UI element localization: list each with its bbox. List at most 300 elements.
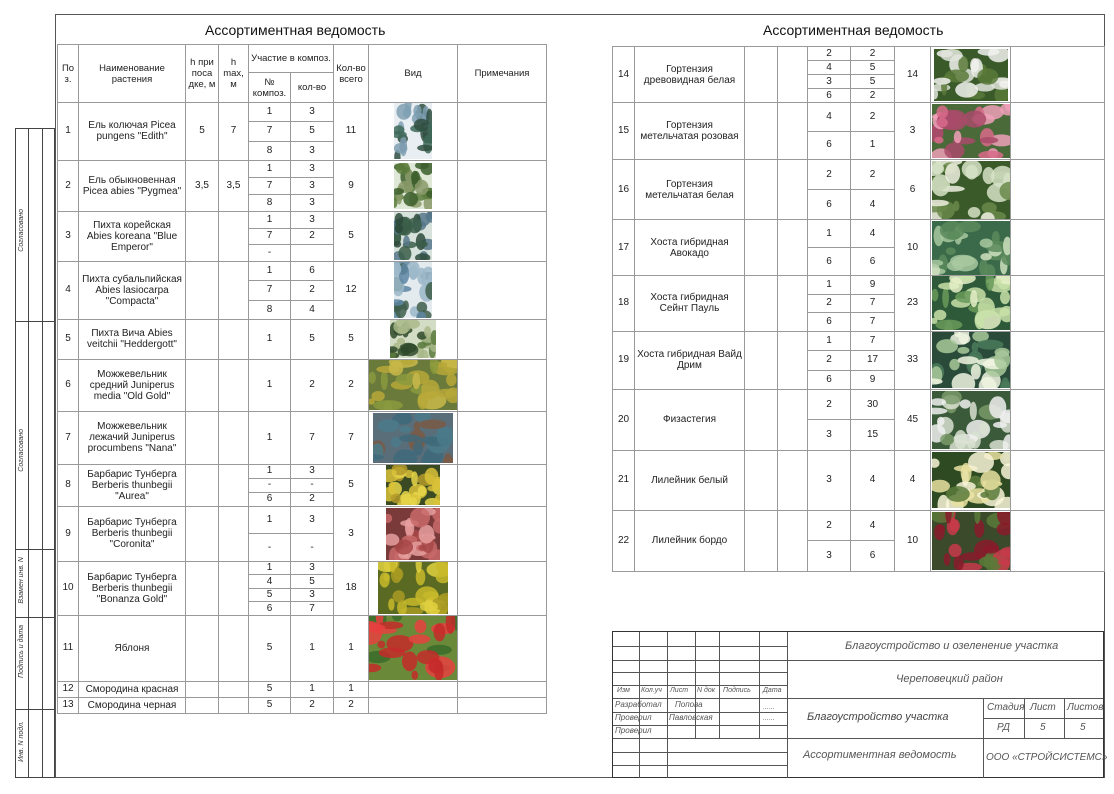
comp-quantity: 1	[291, 681, 334, 697]
comp-quantity: 7	[851, 331, 895, 350]
hosta-wide-dream-photo	[932, 332, 1010, 388]
plant-view	[369, 103, 458, 161]
plant-h-max	[219, 615, 249, 681]
plant-total: 11	[334, 103, 369, 161]
comp-number: 1	[249, 359, 291, 411]
comp-number: -	[249, 534, 291, 562]
plant-h-max	[778, 103, 808, 160]
plant-h-max	[219, 261, 249, 319]
comp-number: 5	[249, 681, 291, 697]
binding-frame	[15, 128, 55, 778]
comp-number: 7	[249, 281, 291, 300]
comp-number: 7	[249, 122, 291, 141]
plant-h-max	[219, 681, 249, 697]
plant-h-max	[219, 561, 249, 615]
white-daylily-photo	[932, 452, 1010, 508]
comp-quantity: 5	[851, 61, 895, 75]
comp-number: 5	[249, 615, 291, 681]
plant-h-plant	[186, 464, 219, 506]
comp-number: 6	[808, 370, 851, 389]
plant-h-plant	[186, 506, 219, 561]
plant-num: 17	[613, 220, 635, 276]
comp-number: 6	[808, 313, 851, 332]
assortment-table-right	[612, 46, 1105, 572]
comp-number: 1	[249, 261, 291, 280]
comp-number: 2	[808, 160, 851, 190]
comp-number: 1	[249, 103, 291, 122]
comp-number: 1	[808, 276, 851, 295]
comp-number: 6	[249, 602, 291, 616]
plant-num: 1	[58, 103, 79, 161]
white-hydrangea-photo	[934, 49, 1008, 101]
veitch-fir-photo	[390, 320, 436, 358]
header-participation: Участие в композ.	[249, 45, 334, 73]
frame-label: Взамен инв. N	[18, 557, 25, 604]
plant-num: 2	[58, 160, 79, 211]
comp-quantity: 7	[851, 313, 895, 332]
table-row	[58, 561, 547, 575]
plant-name: Гортензия метельчатая белая	[635, 160, 745, 220]
plant-h-plant	[186, 211, 219, 261]
dwarf-spruce-photo	[394, 163, 432, 209]
plant-total: 2	[334, 697, 369, 713]
comp-quantity: 4	[851, 190, 895, 220]
comp-number: 6	[249, 492, 291, 506]
plant-total: 5	[334, 464, 369, 506]
plant-notes	[1011, 276, 1105, 332]
plant-num: 15	[613, 103, 635, 160]
comp-quantity: 3	[291, 211, 334, 228]
header-notes: Примечания	[458, 45, 547, 103]
plant-total: 9	[334, 160, 369, 211]
plant-notes	[458, 359, 547, 411]
plant-view	[369, 561, 458, 615]
plant-num: 7	[58, 411, 79, 464]
plant-view	[931, 450, 1011, 510]
plant-num: 12	[58, 681, 79, 697]
stamp-stage: РД	[997, 722, 1010, 733]
stamp-col-label: N док	[697, 687, 716, 694]
plant-num: 10	[58, 561, 79, 615]
barberry-coronita-photo	[386, 508, 440, 560]
comp-quantity: 3	[291, 561, 334, 575]
comp-quantity: 3	[291, 464, 334, 478]
plant-name: Ель обыкновенная Picea abies "Pygmea"	[79, 160, 186, 211]
plant-h-plant	[745, 220, 778, 276]
juniper-old-gold-photo	[369, 360, 457, 410]
comp-quantity: 2	[851, 160, 895, 190]
plant-h-max	[778, 389, 808, 450]
comp-number: 2	[808, 47, 851, 61]
plant-notes	[458, 615, 547, 681]
header-comp-qty: кол-во	[291, 73, 334, 103]
comp-quantity: 3	[291, 588, 334, 602]
comp-quantity: 6	[851, 248, 895, 276]
table-row	[58, 261, 547, 280]
plant-total: 18	[334, 561, 369, 615]
plant-h-max	[778, 331, 808, 389]
comp-quantity: 4	[291, 300, 334, 319]
header-view: Вид	[369, 45, 458, 103]
table-row	[58, 160, 547, 177]
plant-notes	[1011, 331, 1105, 389]
plant-notes	[1011, 450, 1105, 510]
comp-number: 1	[808, 331, 851, 350]
plant-name: Лилейник бордо	[635, 510, 745, 571]
blue-spruce-photo	[394, 103, 432, 159]
frame-label: Инв. N подл.	[18, 721, 25, 762]
pink-hydrangea-photo	[932, 104, 1010, 158]
stamp-date-dots: ......	[763, 715, 775, 722]
comp-number: 3	[808, 541, 851, 572]
plant-h-plant: 5	[186, 103, 219, 161]
plant-total: 45	[895, 389, 931, 450]
plant-h-max	[219, 319, 249, 359]
comp-quantity: 4	[851, 510, 895, 541]
stamp-role: Проверил	[615, 726, 652, 735]
plant-total: 1	[334, 615, 369, 681]
plant-h-max	[219, 359, 249, 411]
frame-label: Подпись и дата	[18, 625, 25, 678]
stamp-sheets-label: Листов	[1067, 702, 1104, 713]
stamp-sheets: 5	[1080, 722, 1086, 733]
comp-number: 1	[249, 506, 291, 534]
stamp-col-label: Подпись	[723, 687, 751, 694]
comp-quantity: 4	[851, 450, 895, 510]
plant-num: 19	[613, 331, 635, 389]
table-row	[613, 510, 1105, 541]
comp-number: 6	[808, 248, 851, 276]
comp-quantity: 2	[291, 281, 334, 300]
table-row	[58, 103, 547, 122]
table-row	[613, 331, 1105, 350]
apple-tree-photo	[369, 616, 457, 680]
comp-number: 1	[249, 211, 291, 228]
comp-number: -	[249, 478, 291, 492]
plant-h-plant	[745, 450, 778, 510]
frame-label: Согласовано	[18, 429, 25, 472]
header-h-max: h max, м	[219, 45, 249, 103]
table-row	[58, 211, 547, 228]
plant-notes	[458, 506, 547, 561]
plant-num: 9	[58, 506, 79, 561]
table-row	[58, 697, 547, 713]
left-table-title: Ассортиментная ведомость	[205, 22, 386, 38]
plant-view	[369, 211, 458, 261]
plant-num: 11	[58, 615, 79, 681]
plant-name: Смородина черная	[79, 697, 186, 713]
plant-notes	[458, 160, 547, 211]
comp-quantity: 2	[291, 228, 334, 245]
right-table-title: Ассортиментная ведомость	[763, 22, 944, 38]
comp-quantity: 2	[291, 492, 334, 506]
plant-num: 16	[613, 160, 635, 220]
plant-view	[931, 47, 1011, 103]
comp-number: 8	[249, 141, 291, 160]
plant-name: Пихта Вича Abies veitchii "Heddergott"	[79, 319, 186, 359]
table-row	[58, 319, 547, 359]
comp-quantity: 5	[851, 75, 895, 89]
plant-notes	[458, 411, 547, 464]
comp-quantity: 2	[851, 47, 895, 61]
comp-number: 3	[808, 75, 851, 89]
plant-name: Физастегия	[635, 389, 745, 450]
comp-quantity: 3	[291, 103, 334, 122]
plant-h-max	[778, 276, 808, 332]
plant-total: 12	[334, 261, 369, 319]
plant-notes	[458, 319, 547, 359]
comp-number: 7	[249, 177, 291, 194]
plant-notes	[1011, 389, 1105, 450]
comp-number: 6	[808, 89, 851, 103]
stamp-sheet-label: Лист	[1030, 702, 1056, 713]
comp-quantity: 3	[291, 506, 334, 534]
plant-notes	[458, 211, 547, 261]
plant-h-max	[219, 411, 249, 464]
hosta-st-paul-photo	[932, 276, 1010, 330]
comp-number: 2	[808, 351, 851, 370]
table-row	[58, 411, 547, 464]
stamp-district: Череповецкий район	[896, 673, 1003, 685]
plant-num: 6	[58, 359, 79, 411]
plant-name: Ель колючая Picea pungens "Edith"	[79, 103, 186, 161]
comp-number: 4	[249, 575, 291, 589]
comp-quantity: 2	[291, 359, 334, 411]
comp-quantity: 2	[851, 89, 895, 103]
plant-h-plant	[745, 331, 778, 389]
stamp-project: Благоустройство и озеленение участка	[845, 640, 1059, 652]
korean-fir-photo	[394, 212, 432, 260]
comp-quantity	[291, 245, 334, 262]
plant-h-plant	[186, 411, 219, 464]
stamp-role: Проверил	[615, 713, 652, 722]
plant-name: Смородина красная	[79, 681, 186, 697]
plant-name: Гортензия древовидная белая	[635, 47, 745, 103]
stamp-company: ООО «СТРОЙСИСТЕМС»	[986, 752, 1108, 763]
comp-quantity: 3	[291, 194, 334, 211]
plant-notes	[458, 681, 547, 697]
plant-h-max	[778, 47, 808, 103]
plant-name: Лилейник белый	[635, 450, 745, 510]
plant-total: 4	[895, 450, 931, 510]
comp-quantity: 9	[851, 276, 895, 295]
plant-num: 8	[58, 464, 79, 506]
hosta-avocado-photo	[932, 221, 1010, 275]
stamp-person: Павловская	[669, 713, 713, 722]
physostegia-photo	[932, 391, 1010, 449]
plant-total: 23	[895, 276, 931, 332]
plant-h-plant	[745, 510, 778, 571]
plant-view	[369, 615, 458, 681]
comp-quantity: 30	[851, 389, 895, 420]
stamp-stage-label: Стадия	[987, 702, 1025, 713]
table-row	[58, 681, 547, 697]
comp-quantity: 6	[851, 541, 895, 572]
creeping-juniper-photo	[373, 413, 453, 463]
plant-h-plant	[186, 681, 219, 697]
plant-h-max	[219, 697, 249, 713]
comp-number: 7	[249, 228, 291, 245]
stamp-role: Разработал	[615, 700, 662, 709]
comp-quantity: 17	[851, 351, 895, 370]
stamp-col-label: Дата	[763, 687, 782, 694]
plant-h-plant	[186, 697, 219, 713]
header-h-plant: h при поса дке, м	[186, 45, 219, 103]
plant-h-max	[778, 510, 808, 571]
comp-quantity: 3	[291, 160, 334, 177]
comp-quantity: 15	[851, 420, 895, 451]
plant-view	[931, 160, 1011, 220]
plant-h-max	[778, 160, 808, 220]
plant-view	[369, 681, 458, 697]
plant-view	[931, 276, 1011, 332]
plant-notes	[1011, 103, 1105, 160]
table-row	[58, 506, 547, 534]
table-row	[58, 359, 547, 411]
plant-h-max: 3,5	[219, 160, 249, 211]
plant-notes	[1011, 220, 1105, 276]
plant-num: 3	[58, 211, 79, 261]
table-row	[58, 464, 547, 478]
plant-view	[369, 160, 458, 211]
plant-h-max	[778, 220, 808, 276]
plant-h-plant	[745, 47, 778, 103]
comp-number: 2	[808, 294, 851, 313]
plant-notes	[458, 697, 547, 713]
plant-total: 2	[334, 359, 369, 411]
header-num: По з.	[58, 45, 79, 103]
plant-name: Барбарис Тунберга Berberis thunbegii "Aurea"	[79, 464, 186, 506]
plant-view	[369, 359, 458, 411]
plant-h-plant	[186, 359, 219, 411]
header-total: Кол-во всего	[334, 45, 369, 103]
plant-name: Можжевельник средний Juniperus media "Old Gold"	[79, 359, 186, 411]
plant-h-max: 7	[219, 103, 249, 161]
plant-name: Пихта корейская Abies koreana "Blue Emperor"	[79, 211, 186, 261]
comp-number: 4	[808, 103, 851, 132]
plant-h-plant	[186, 319, 219, 359]
table-row	[613, 103, 1105, 132]
comp-number: 2	[808, 389, 851, 420]
plant-num: 4	[58, 261, 79, 319]
plant-name: Барбарис Тунберга Berberis thunbegii "Coronita"	[79, 506, 186, 561]
comp-number: 1	[249, 561, 291, 575]
title-block	[612, 631, 1108, 778]
plant-view	[931, 103, 1011, 160]
plant-notes	[458, 561, 547, 615]
plant-notes	[1011, 510, 1105, 571]
comp-quantity: 9	[851, 370, 895, 389]
comp-quantity: 4	[851, 220, 895, 248]
table-row	[613, 450, 1105, 510]
plant-total: 1	[334, 681, 369, 697]
plant-total: 6	[895, 160, 931, 220]
stamp-date-dots: ......	[763, 704, 775, 711]
plant-view	[369, 464, 458, 506]
comp-quantity: -	[291, 534, 334, 562]
plant-h-plant	[186, 561, 219, 615]
plant-notes	[458, 464, 547, 506]
plant-notes	[1011, 160, 1105, 220]
comp-quantity: 1	[851, 131, 895, 160]
stamp-person: Попова	[675, 700, 703, 709]
comp-number: 5	[249, 588, 291, 602]
plant-view	[369, 261, 458, 319]
stamp-sheet-title: Благоустройство участка	[807, 711, 949, 723]
comp-quantity: 2	[851, 103, 895, 132]
comp-number: 6	[808, 131, 851, 160]
plant-num: 13	[58, 697, 79, 713]
plant-view	[931, 510, 1011, 571]
comp-number: 4	[808, 61, 851, 75]
comp-number: 2	[808, 510, 851, 541]
plant-view	[369, 319, 458, 359]
comp-quantity: 5	[291, 319, 334, 359]
plant-h-plant	[745, 276, 778, 332]
plant-name: Барбарис Тунберга Berberis thunbegii "Bonanza Gold"	[79, 561, 186, 615]
plant-h-plant	[745, 389, 778, 450]
plant-total: 3	[334, 506, 369, 561]
plant-total: 5	[334, 211, 369, 261]
stamp-sheet: 5	[1040, 722, 1046, 733]
plant-notes	[458, 261, 547, 319]
comp-quantity: -	[291, 478, 334, 492]
stamp-col-label: Лист	[670, 687, 689, 694]
comp-number: -	[249, 245, 291, 262]
comp-number: 8	[249, 300, 291, 319]
plant-name: Пихта субальпийская Abies lasiocarpa "Compacta"	[79, 261, 186, 319]
plant-view	[931, 331, 1011, 389]
plant-name: Хоста гибридная Вайд Дрим	[635, 331, 745, 389]
plant-total: 7	[334, 411, 369, 464]
comp-number: 1	[249, 411, 291, 464]
comp-quantity: 2	[291, 697, 334, 713]
plant-total: 10	[895, 220, 931, 276]
comp-number: 3	[808, 420, 851, 451]
plant-view	[931, 220, 1011, 276]
stamp-doc-title: Ассортиментная ведомость	[803, 749, 957, 761]
plant-num: 14	[613, 47, 635, 103]
comp-quantity: 1	[291, 615, 334, 681]
panicle-hydrangea-photo	[932, 161, 1010, 219]
barberry-bonanza-photo	[378, 562, 448, 614]
table-row	[613, 47, 1105, 61]
comp-number: 1	[249, 160, 291, 177]
subalpine-fir-photo	[394, 262, 432, 318]
comp-number: 1	[249, 319, 291, 359]
plant-h-plant	[745, 103, 778, 160]
barberry-aurea-photo	[386, 465, 440, 505]
plant-h-plant	[745, 160, 778, 220]
table-row	[613, 276, 1105, 295]
plant-notes	[458, 103, 547, 161]
comp-quantity: 7	[291, 602, 334, 616]
comp-quantity: 5	[291, 575, 334, 589]
plant-h-max	[219, 464, 249, 506]
comp-quantity: 3	[291, 177, 334, 194]
plant-total: 14	[895, 47, 931, 103]
plant-total: 10	[895, 510, 931, 571]
plant-name: Хоста гибридная Сейнт Пауль	[635, 276, 745, 332]
frame-label: Согласовано	[18, 209, 25, 252]
plant-h-max	[219, 211, 249, 261]
plant-name: Гортензия метельчатая розовая	[635, 103, 745, 160]
comp-number: 3	[808, 450, 851, 510]
plant-view	[369, 506, 458, 561]
burgundy-daylily-photo	[932, 512, 1010, 570]
plant-h-plant: 3,5	[186, 160, 219, 211]
comp-quantity: 3	[291, 141, 334, 160]
